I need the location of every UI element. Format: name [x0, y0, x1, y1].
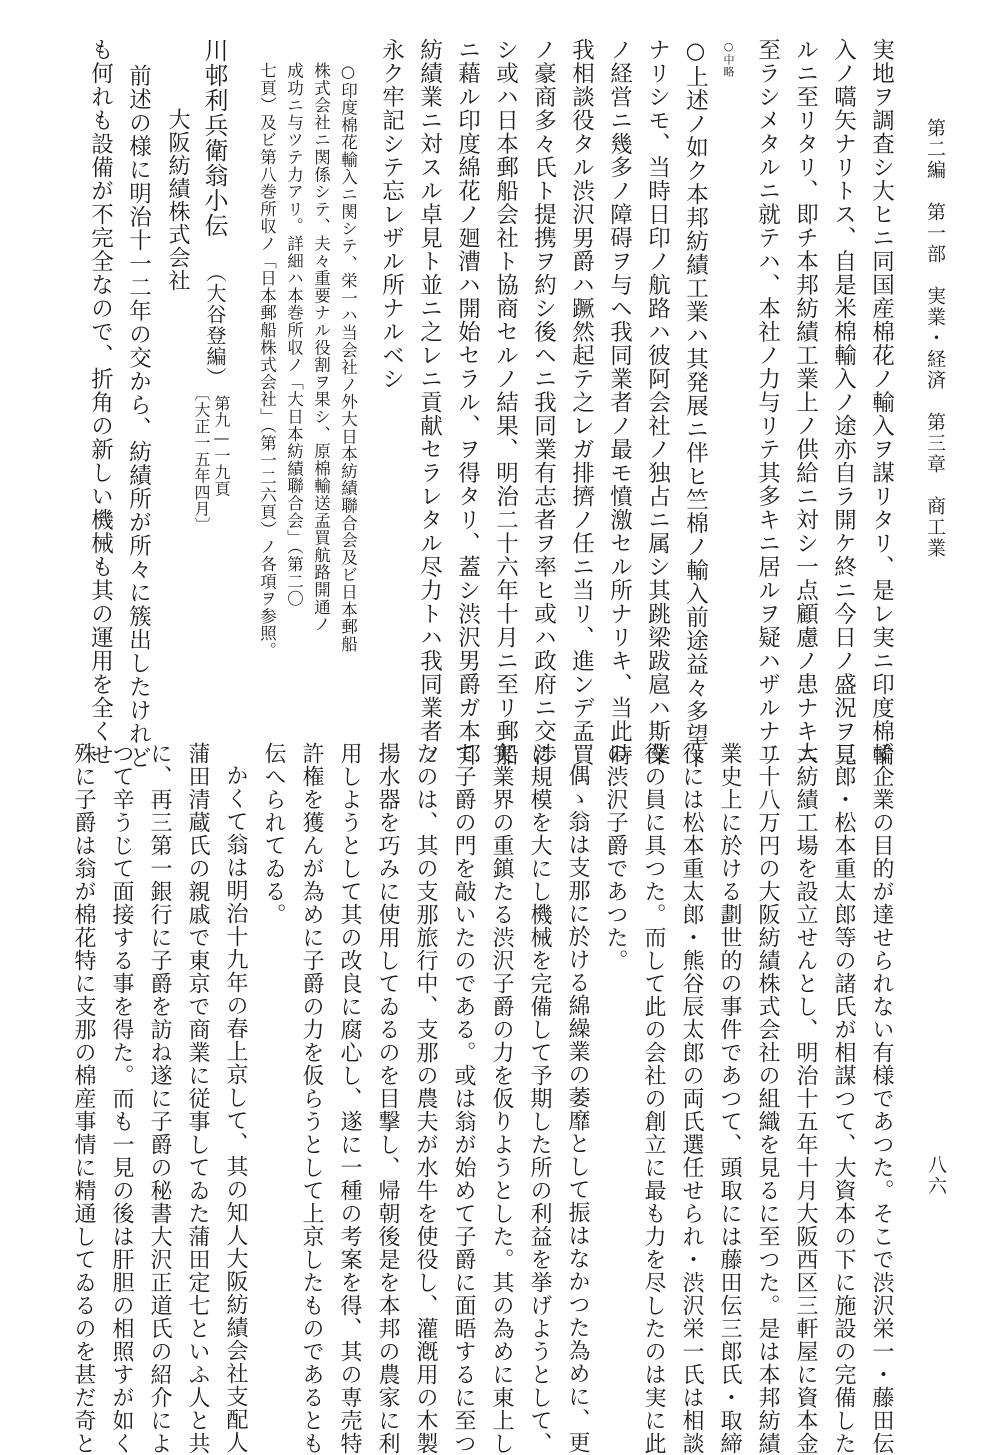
body-line: 蒲田清蔵氏の親戚で東京で商業に従事してゐた蒲田定七といふ人と共: [185, 742, 210, 1455]
editor-note-line: 七頁）及ビ第八巻所収ノ「日本郵船株式会社」（第一二六頁）ノ各項ヲ参照。: [257, 62, 277, 660]
body-line: て子爵の門を敲いたのである。或は翁が始めて子爵に面晤するに至つ: [451, 742, 476, 1455]
body-line: ノ経営ニ幾多ノ障碍ヲ与ヘ我同業者ノ最モ憤激セル所ナリキ、当此時: [606, 38, 633, 767]
body-line: に規模を大にし機械を完備して予期した所の利益を挙げようとして、: [527, 742, 552, 1455]
body-line: 用しようとして其の改良に腐心し、遂に一種の考案を得、其の専売特: [337, 742, 362, 1455]
citation-pages: 第九—一九頁: [212, 395, 231, 497]
body-line: シ或ハ日本郵船会社ト協商セルノ結果、明治二十六年十月ニ至リ郵船: [492, 38, 519, 767]
body-line: 大紡績工場を設立せんとし、明治十五年十月大阪西区三軒屋に資本金: [793, 742, 818, 1455]
company-heading: 大阪紡績株式会社: [165, 108, 190, 292]
body-line: 我相談役タル渋沢男爵ハ蹶然起テ之レガ排擠ノ任ニ当リ、進ンデ孟買: [568, 38, 595, 767]
body-line: 実地ヲ調査シ大ヒニ同国産棉花ノ輸入ヲ謀リタリ、是レ実ニ印度棉輪: [868, 38, 895, 767]
section-editor: （大谷登編）: [203, 262, 227, 388]
body-line: つて辛うじて面接する事を得た。而も一見の後は肝胆の相照すが如く: [109, 742, 134, 1455]
body-line: 三郎・松本重太郎等の諸氏が相謀つて、大資本の下に施設の完備した: [831, 742, 856, 1455]
running-head: 第二編 第一部 実業・経済 第三章 商工業: [924, 118, 946, 559]
body-line: に、再三第一銀行に子爵を訪ね遂に子爵の秘書大沢正道氏の紹介によ: [147, 742, 172, 1455]
body-line: 二十八万円の大阪紡績株式会社の組織を見るに至つた。是は本邦紡績: [755, 742, 780, 1455]
body-line: ○上述ノ如ク本邦紡績工業ハ其発展ニ伴ヒ竺棉ノ輸入前途益々多望ト: [682, 38, 709, 770]
body-line: 偶ゝ翁は支那に於ける綿繰業の萎靡として振はなかつた為めに、更: [565, 764, 590, 1454]
body-line: 業史上に於ける劃世的の事件であつて、頭取には藤田伝三郎氏・取締: [717, 742, 742, 1455]
page-number: 八六: [925, 1155, 947, 1197]
body-line: も何れも設備が不完全なので、折角の新しい機械も其の運用を全くせ: [87, 38, 114, 767]
body-line: 役の員に具つた。而して此の会社の創立に最も力を尽したのは実に此: [641, 742, 666, 1455]
body-line: 永ク牢記シテ忘レザル所ナルベシ: [378, 38, 405, 391]
omission-mark: ○中略: [722, 40, 735, 78]
citation-date: 〔大正一五年四月〕: [192, 385, 211, 534]
body-line: 前述の様に明治十一二年の交から、紡績所が所々に簇出したけれど: [125, 64, 152, 769]
editor-note-line: ○印度棉花輸入ニ関シテ、栄一ハ当会社ノ外大日本紡績聯合会及ビ日本郵船: [338, 62, 358, 653]
body-line: 伝へられてゐる。: [261, 742, 286, 926]
body-line: の渋沢子爵であつた。: [603, 742, 628, 972]
body-line: 殊に子爵は翁が棉花特に支那の棉産事情に精通してゐるのを甚だ奇と: [71, 742, 96, 1455]
body-line: 至ラシメタルニ就テハ、本社ノ力与リテ其多キニ居ルヲ疑ハザルナリ: [754, 38, 781, 767]
body-line: ず企業の目的が達せられない有様であつた。そこで渋沢栄一・藤田伝: [869, 742, 894, 1455]
editor-note-line: 成功ニ与ツテ力アリ。詳細ハ本巻所収ノ「大日本紡績聯合会」（第二〇: [284, 62, 304, 608]
body-line: 役には松本重太郎・熊谷辰太郎の両氏選任せられ・渋沢栄一氏は相談: [679, 742, 704, 1455]
body-line: ニ藉ル印度綿花ノ廻漕ハ開始セラル、ヲ得タリ、蓋シ渋沢男爵ガ本邦: [454, 38, 481, 767]
body-line: ナリシモ、当時日印ノ航路ハ彼阿会社ノ独占ニ属シ其跳梁跋扈ハ斯業: [644, 38, 671, 767]
body-line: 実業界の重鎮たる渋沢子爵の力を仮りようとした。其の為めに東上し: [489, 742, 514, 1455]
body-line: かくて翁は明治十九年の春上京して、其の知人大阪紡績会社支配人: [223, 764, 248, 1454]
section-title: 川邨利兵衛翁小伝: [200, 38, 228, 238]
body-line: 紡績業ニ対スル卓見ト並ニ之レニ貢献セラレタル尽力トハ我同業者ノ: [416, 38, 443, 767]
body-line: 揚水器を巧みに使用してゐるのを目撃し、帰朝後是を本邦の農家に利: [375, 742, 400, 1455]
body-line: 入ノ嚆矢ナリトス、自是米棉輸入ノ途亦自ラ開ケ終ニ今日ノ盛況ヲ見: [830, 38, 857, 767]
body-line: 許権を獲んが為めに子爵の力を仮らうとして上京したものであるとも: [299, 742, 324, 1455]
body-line: ルニ至リタリ、即チ本邦紡績工業上ノ供給ニ対シ一点顧慮ノ患ナキニ: [792, 38, 819, 767]
editor-note-line: 株式会社ニ関係シテ、夫々重要ナル役割ヲ果シ、原棉輸送孟買航路開通ノ: [311, 62, 331, 633]
body-line: ノ豪商多々氏ト提携ヲ約シ後ヘニ我同業有志者ヲ率ヒ或ハ政府ニ交渉: [530, 38, 557, 767]
body-line: たのは、其の支那旅行中、支那の農夫が水牛を使役し、灌漑用の木製: [413, 742, 438, 1455]
